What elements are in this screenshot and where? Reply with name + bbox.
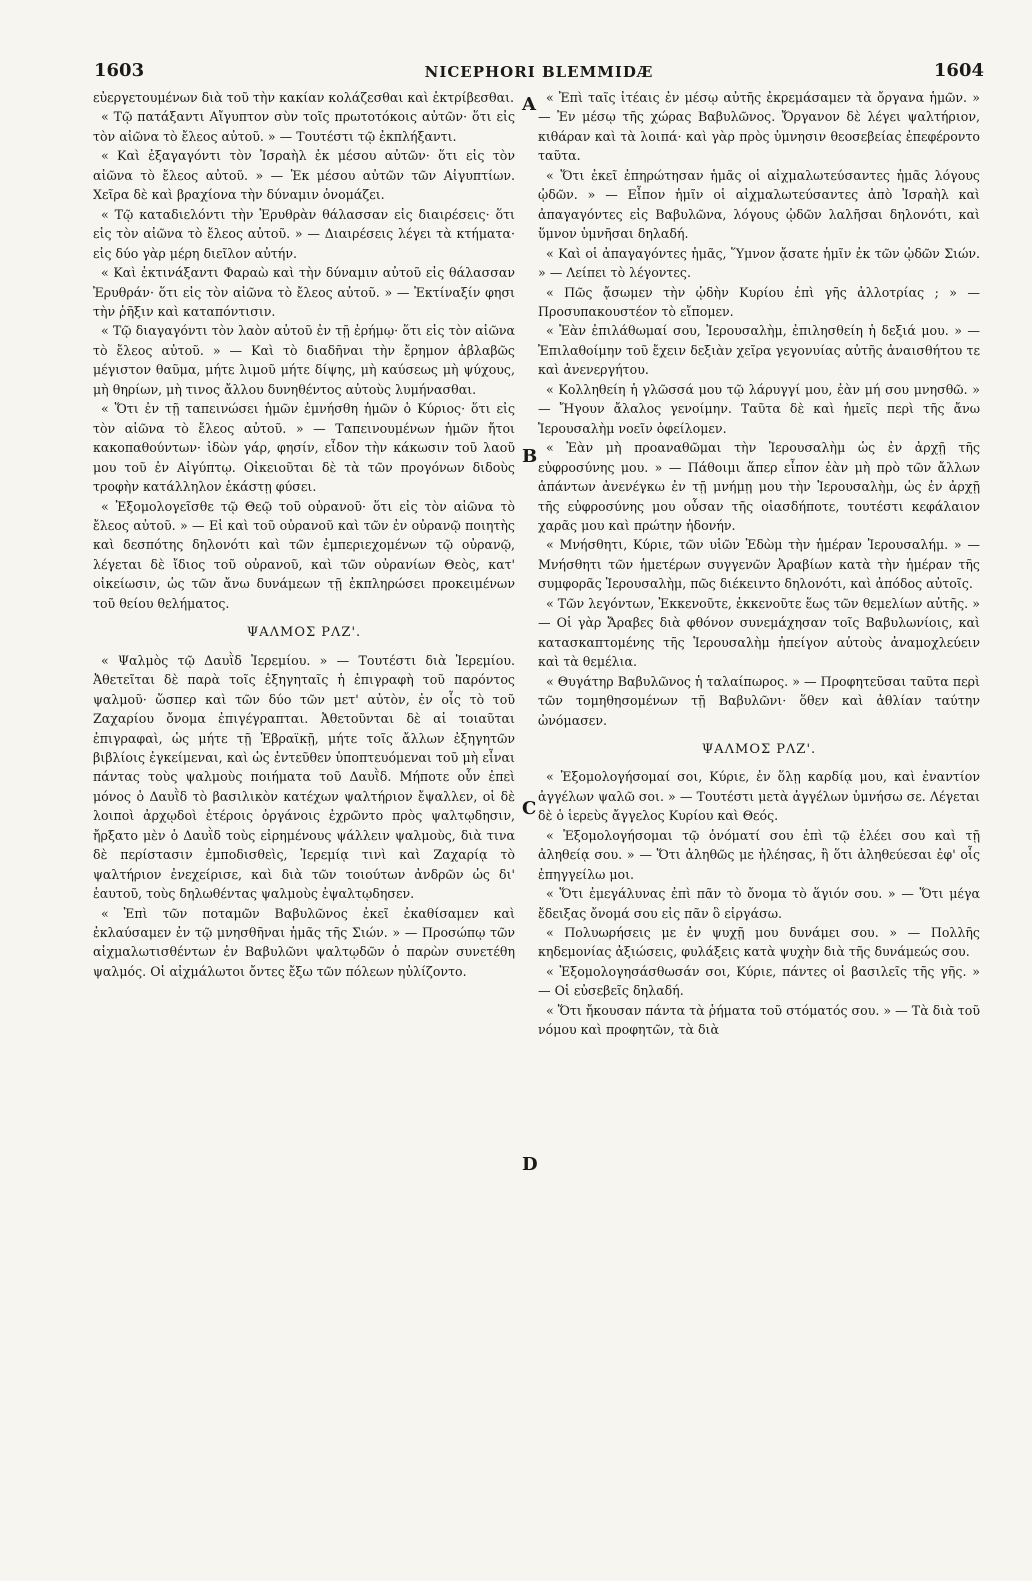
paragraph: « Καὶ ἐκτινάξαντι Φαραὼ καὶ τὴν δύναμιν αὐτοῦ εἰς θάλασσαν Ἐρυθράν· ὅτι εἰς τὸν αἰῶνα τὸ ἔλεος αὐτοῦ. » — Ἐκτίναξίν φησι τὴν ῥῆξιν καὶ καταπόντισιν.	[93, 265, 515, 319]
paragraph: « Ὅτι ἤκουσαν πάντα τὰ ῥήματα τοῦ στόματός σου. » — Τὰ διὰ τοῦ νόμου καὶ προφητῶν, τὰ διὰ	[538, 1002, 980, 1038]
paragraph: « Ὅτι ἐκεῖ ἐπηρώτησαν ἡμᾶς οἱ αἰχμαλωτεύσαντες ἡμᾶς λόγους ᾠδῶν. » — Εἶπον ἡμῖν οἱ αἰχμαλωτεύσαντες ἀπὸ Ἰσραὴλ καὶ ἀπαγαγόντες εἰς Βαβυλῶνα, λόγους ᾠδῶν λαλῆσαι δηλονότι, καὶ ὕμνον ὑμνῆσαι δηλαδή.	[538, 167, 980, 242]
paragraph: « Ἐὰν μὴ προαναθῶμαι τὴν Ἱερουσαλὴμ ὡς ἐν ἀρχῇ τῆς εὐφροσύνης μου. » — Πάθοιμι ἅπερ εἶπον ἐὰν μὴ πρὸ τῶν ἄλλων ἁπάντων ἀνενέγκω ἐν τῇ μνήμῃ μου τὴν Ἱερουσαλὴμ, ὡς ἐν ἀρχῇ τῆς εὐφροσύνης μου οὖσαν τῆς οἱασδήποτε, τουτέστι κεφάλαιον χαρᾶς μου καὶ πρώτην ἡδονήν.	[538, 440, 980, 533]
paragraph: « Τῷ διαγαγόντι τὸν λαὸν αὐτοῦ ἐν τῇ ἐρήμῳ· ὅτι εἰς τὸν αἰῶνα τὸ ἔλεος αὐτοῦ. » — Καὶ τὸ διαδῆναι τὴν ἔρημον ἀβλαβῶς μέγιστον θαῦμα, μήτε λιμοῦ μήτε δίψης, μὴ καύσεως μὴ ψύχους, μὴ θηρίων, μὴ τινος ἄλλου δυνηθέντος αὐτοὺς λυμήνασθαι.	[93, 323, 515, 397]
paragraph: « Ψαλμὸς τῷ Δαυῒδ Ἱερεμίου. » — Τουτέστι διὰ Ἱερεμίου. Ἀθετεῖται δὲ παρὰ τοῖς ἐξηγηταῖς ἡ ἐπιγραφὴ τοῦ παρόντος ψαλμοῦ· ὥσπερ καὶ τῶν δύο τῶν μετ' αὐτὸν, ἐν οἷς τὸ τοῦ Ζαχαρίου ὄνομα ἐπιγέγραπται. Ἀθετοῦνται δὲ αἱ τοιαῦται ἐπιγραφαὶ, ὡς μήτε τῇ Ἑβραϊκῇ, μήτε τοῖς ἄλλων ἐξηγητῶν βιβλίοις ἐγκείμεναι, καὶ ὡς ἐντεῦθεν ὑποπτευόμεναι τοῦ μὴ εἶναι πάντας τοὺς ψαλμοὺς ποιήματα τοῦ Δαυῒδ. Μήποτε οὖν ἐπεὶ μόνος ὁ Δαυῒδ τὸ βασιλικὸν κατέχων ψαλτήριον ἔψαλλεν, οἱ δὲ λοιποὶ ἀρχῳδοὶ ἑτέροις ὀργάνοις ἐχρῶντο πρὸς ψαλτῳδησιν, ἤρξατο μὲν ὁ Δαυῒδ τοὺς εἰρημένους ψάλλειν ψαλμοὺς, διὰ τινα δὲ περίστασιν ἐμποδισθεὶς, Ἱερεμίᾳ τινὶ καὶ Ζαχαρίᾳ τὸ ψαλτήριον ἐνεχείρισε, καὶ διὰ τῶν τοιούτων ἀνδρῶν ὡς δι' ἑαυτοῦ, τοὺς δηλωθέντας ψαλμοὺς ἐψαλτῳδησεν.	[93, 652, 515, 902]
paragraph: « Θυγάτηρ Βαβυλῶνος ἡ ταλαίπωρος. » — Προφητεῦσαι ταῦτα περὶ τῶν τομηθησομένων τῇ Βαβυλῶνι· ὅθεν καὶ ἀθλίαν ταύτην ὠνόμασεν.	[538, 673, 980, 728]
paragraph: « Πῶς ᾄσωμεν τὴν ᾠδὴν Κυρίου ἐπὶ γῆς ἀλλοτρίας ; » — Προσυπακουστέον τὸ εἴπομεν.	[538, 284, 980, 319]
right-column	[538, 88, 980, 1040]
paragraph: « Τῷ πατάξαντι Αἴγυπτον σὺν τοῖς πρωτοτόκοις αὐτῶν· ὅτι εἰς τὸν αἰῶνα τὸ ἔλεος αὐτοῦ. » — Τουτέστι τῷ ἐκπλήξαντι.	[93, 109, 515, 144]
paragraph: « Ὅτι ἐμεγάλυνας ἐπὶ πᾶν τὸ ὄνομα τὸ ἅγιόν σου. » — Ὅτι μέγα ἔδειξας ὄνομά σου εἰς πᾶν ὃ εἰργάσω.	[538, 886, 980, 921]
paragraph: « Ἐπὶ ταῖς ἰτέαις ἐν μέσῳ αὐτῆς ἐκρεμάσαμεν τὰ ὄργανα ἡμῶν. » — Ἐν μέσῳ τῆς χώρας Βαβυλῶνος. Ὄργανον δὲ λέγει ψαλτήριον, κιθάραν καὶ τὰ λοιπά· καὶ γὰρ πρὸς ὑμνησιν θεοσεβείας ἐπεφέροντο ταῦτα.	[538, 90, 980, 164]
paragraph: « Ἐξομολογήσομαι τῷ ὀνόματί σου ἐπὶ τῷ ἐλέει σου καὶ τῇ ἀληθείᾳ σου. » — Ὅτι ἀληθῶς με ἠλέησας, ἢ ὅτι ἀληθεύεσαι ἐφ' οἷς ἐπηγγείλω μοι.	[538, 827, 980, 882]
paragraph: « Ὅτι ἐν τῇ ταπεινώσει ἡμῶν ἐμνήσθη ἡμῶν ὁ Κύριος· ὅτι εἰς τὸν αἰῶνα τὸ ἔλεος αὐτοῦ. » — Ταπεινουμένων ἡμῶν ἤτοι κακοπαθούντων· ἰδὼν γάρ, φησίν, εἶδον τὴν κάκωσιν τοῦ λαοῦ μου τοῦ ἐν Αἰγύπτῳ. Οἰκειοῦται δὲ τὰ τῶν προγόνων διδοὺς τροφὴν κατάλληλον ἑκάστῃ φύσει.	[93, 401, 515, 495]
page-number-left: 1603	[94, 60, 145, 81]
running-title: NICEPHORI BLEMMIDÆ	[424, 63, 654, 81]
paragraph: « Ἐξομολογήσομαί σοι, Κύριε, ἐν ὅλῃ καρδίᾳ μου, καὶ ἐναντίον ἀγγέλων ψαλῶ σοι. » — Τουτέστι μετὰ ἀγγέλων ὑμνήσω σε. Λέγεται δὲ ὁ ἱερεὺς ἄγγελος Κυρίου καὶ Θεός.	[538, 769, 980, 824]
paragraph: « Πολυωρήσεις με ἐν ψυχῇ μου δυνάμει σου. » — Πολλῆς κηδεμονίας ἀξιώσεις, φυλάξεις κατὰ ψυχὴν διὰ τῆς δυνάμεώς σου.	[538, 925, 980, 960]
paragraph: « Μνήσθητι, Κύριε, τῶν υἱῶν Ἐδὼμ τὴν ἡμέραν Ἱερουσαλήμ. » — Μνήσθητι τῶν ἡμετέρων συγγενῶν Ἀραβίων κατὰ τὴν ἡμέραν τῆς συμφορᾶς Ἱερουσαλὴμ, πῶς διέκειντο δηλονότι, καὶ ἀπόδος αὐτοῖς.	[538, 537, 980, 592]
paragraph: « Καὶ οἱ ἀπαγαγόντες ἡμᾶς, Ὕμνον ᾄσατε ἡμῖν ἐκ τῶν ᾠδῶν Σιών. » — Λείπει τὸ λέγοντες.	[538, 245, 980, 281]
paragraph: « Τῶν λεγόντων, Ἐκκενοῦτε, ἐκκενοῦτε ἕως τῶν θεμελίων αὐτῆς. » — Οἱ γὰρ Ἄραβες διὰ φθόνον συνεμάχησαν τοῖς Βαβυλωνίοις, καὶ κατασκαπτομένης τῆς Ἱερουσαλὴμ ἠπείγον αὐτοὺς ἀναμοχλεύειν καὶ τὰ θεμέλια.	[538, 595, 980, 670]
running-header	[94, 60, 984, 86]
margin-marker-d: D	[522, 1154, 538, 1175]
psalm-heading: ΨΑΛΜΟΣ ΡΛΖ'.	[246, 625, 362, 641]
psalm-heading: ΨΑΛΜΟΣ ΡΛΖ'.	[701, 741, 817, 757]
margin-marker-b: B	[522, 446, 538, 467]
paragraph: εὐεργετουμένων διὰ τοῦ τὴν κακίαν κολάζεσθαι καὶ ἐκτρίβεσθαι.	[93, 90, 515, 105]
paragraph: « Καὶ ἐξαγαγόντι τὸν Ἰσραὴλ ἐκ μέσου αὐτῶν· ὅτι εἰς τὸν αἰῶνα τὸ ἔλεος αὐτοῦ. » — Ἐκ μέσου αὐτῶν τῶν Αἰγυπτίων. Χεῖρα δὲ καὶ βραχίονα τὴν δύναμιν ὀνομάζει.	[93, 148, 515, 203]
page-number-right: 1604	[933, 60, 984, 81]
margin-marker-c: C	[522, 798, 537, 819]
left-column	[93, 88, 515, 981]
margin-marker-a: A	[522, 94, 536, 115]
paragraph: « Ἐπὶ τῶν ποταμῶν Βαβυλῶνος ἐκεῖ ἐκαθίσαμεν καὶ ἐκλαύσαμεν ἐν τῷ μνησθῆναι ἡμᾶς τῆς Σιών. » — Προσώπῳ τῶν αἰχμαλωτισθέντων ἐν Βαβυλῶνι ψαλτῳδῶν ὁ παρὼν συνετέθη ψαλμός. Οἱ αἰχμάλωτοι ὄντες ἔξω τῶν πόλεων ηὐλίζοντο.	[93, 905, 515, 979]
paragraph: « Κολληθείη ἡ γλῶσσά μου τῷ λάρυγγί μου, ἐὰν μή σου μνησθῶ. » — Ἤγουν ἄλαλος γενοίμην. Ταῦτα δὲ καὶ ἡμεῖς περὶ τῆς ἄνω Ἱερουσαλὴμ νοεῖν ὀφείλομεν.	[538, 381, 980, 436]
paragraph: « Ἐξομολογησάσθωσάν σοι, Κύριε, πάντες οἱ βασιλεῖς τῆς γῆς. » — Οἱ εὐσεβεῖς δηλαδή.	[538, 963, 980, 999]
paragraph: « Τῷ καταδιελόντι τὴν Ἐρυθρὰν θάλασσαν εἰς διαιρέσεις· ὅτι εἰς τὸν αἰῶνα τὸ ἔλεος αὐτοῦ. » — Διαιρέσεις λέγει τὰ κτήματα· εἰς δύο γὰρ μέρη διεῖλον αὐτήν.	[93, 206, 515, 261]
paragraph: « Ἐὰν ἐπιλάθωμαί σου, Ἱερουσαλὴμ, ἐπιλησθείη ἡ δεξιά μου. » — Ἐπιλαθοίμην τοῦ ἔχειν δεξιὰν χεῖρα γεγονυίας αὐτῆς ἀναισθήτου τε καὶ ἀνενεργήτου.	[538, 323, 980, 378]
paragraph: « Ἐξομολογεῖσθε τῷ Θεῷ τοῦ οὐρανοῦ· ὅτι εἰς τὸν αἰῶνα τὸ ἔλεος αὐτοῦ. » — Εἰ καὶ τοῦ οὐρανοῦ καὶ τῶν ἐν οὐρανῷ ποιητὴς καὶ δεσπότης δηλονότι καὶ τῶν ἐμπεριεχομένων τῷ οὐρανῷ, λέγεται δὲ ἴδιος τοῦ οὐρανοῦ, καὶ τῶν οὐρανίων Θεὸς, κατ' οἰκείωσιν, ὡς τῶν ἄνω δυνάμεων τῇ ἐκπληρώσει προκειμένων τοῦ θείου θελήματος.	[93, 498, 515, 611]
